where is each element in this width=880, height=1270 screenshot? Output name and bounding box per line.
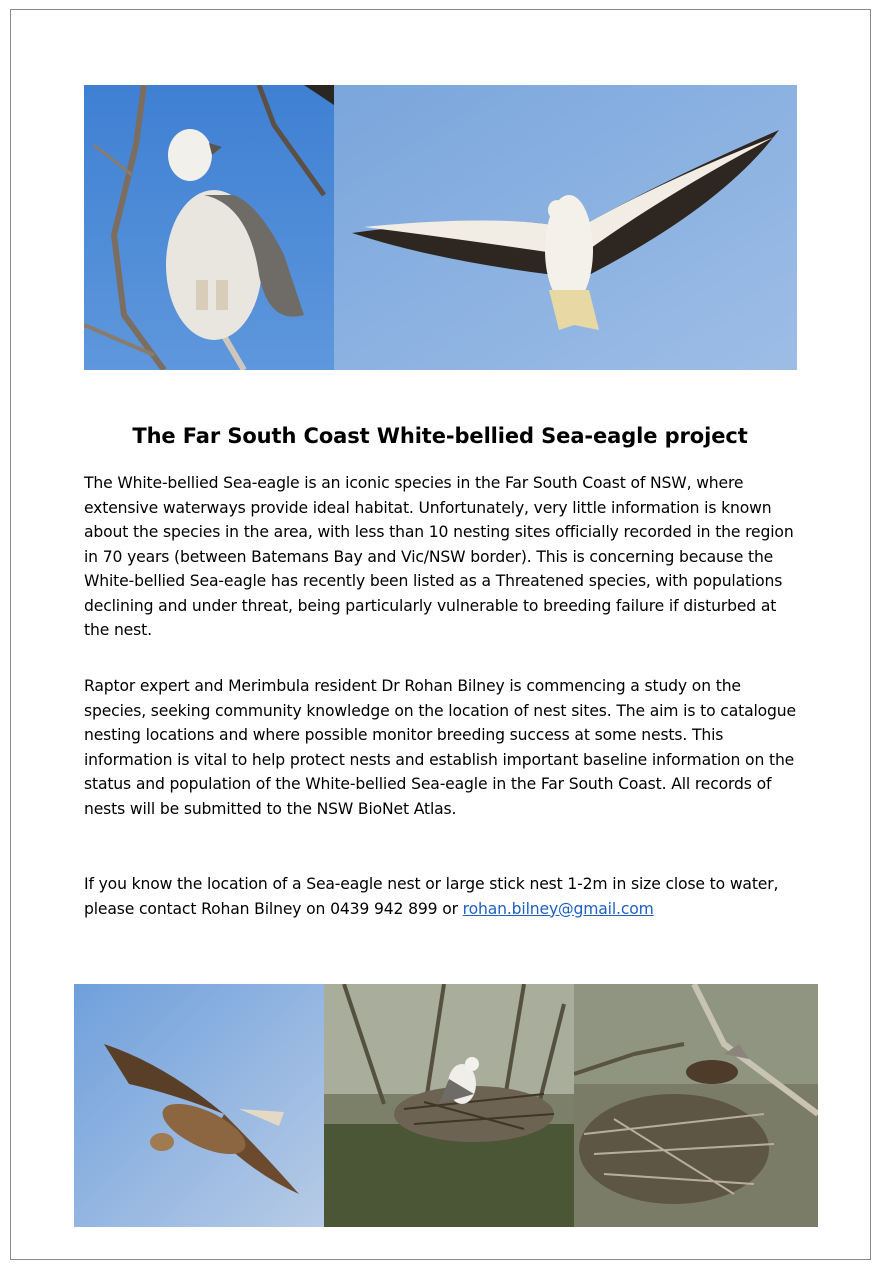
intro-paragraph: The White-bellied Sea-eagle is an iconic species in the Far South Coast of NSW, where extensive waterways provide ideal habitat. Unfortunately, very little information is known about the species in the area, with less than 10 nesting sites officially recorded in the region in 70 years (between Batemans Bay and Vic/NSW border). This is concerning because the White-bellied Sea-eagle has recently been listed as a Threatened species, with populations declining and under threat, being particularly vulnerable to breeding failure if disturbed at the nest. — [84, 474, 794, 639]
contact-paragraph — [84, 872, 804, 921]
contact-text: If you know the location of a Sea-eagle nest or large stick nest 1-2m in size close to water, please contact Rohan Bilney on 0439 942 899 or — [84, 875, 779, 918]
flying-juvenile-eagle-photo — [74, 984, 324, 1227]
sea-eagle-on-nest-photo — [324, 984, 574, 1227]
study-paragraph: Raptor expert and Merimbula resident Dr Rohan Bilney is commencing a study on the species, seeking community knowledge on the location of nest sites. The aim is to catalogue nesting locations and where possible monitor breeding success at some nests. This information is vital to help protect nests and establish important baseline information on the status and population of the White-bellied Sea-eagle in the Far South Coast. All records of nests will be submitted to the NSW BioNet Atlas. — [84, 677, 796, 818]
perched-sea-eagle-photo — [84, 85, 334, 370]
soaring-sea-eagle-photo — [334, 85, 797, 370]
page-title: The Far South Coast White-bellied Sea-eagle project — [132, 424, 748, 448]
email-link[interactable]: rohan.bilney@gmail.com — [462, 899, 654, 918]
large-stick-nest-photo — [574, 984, 818, 1227]
